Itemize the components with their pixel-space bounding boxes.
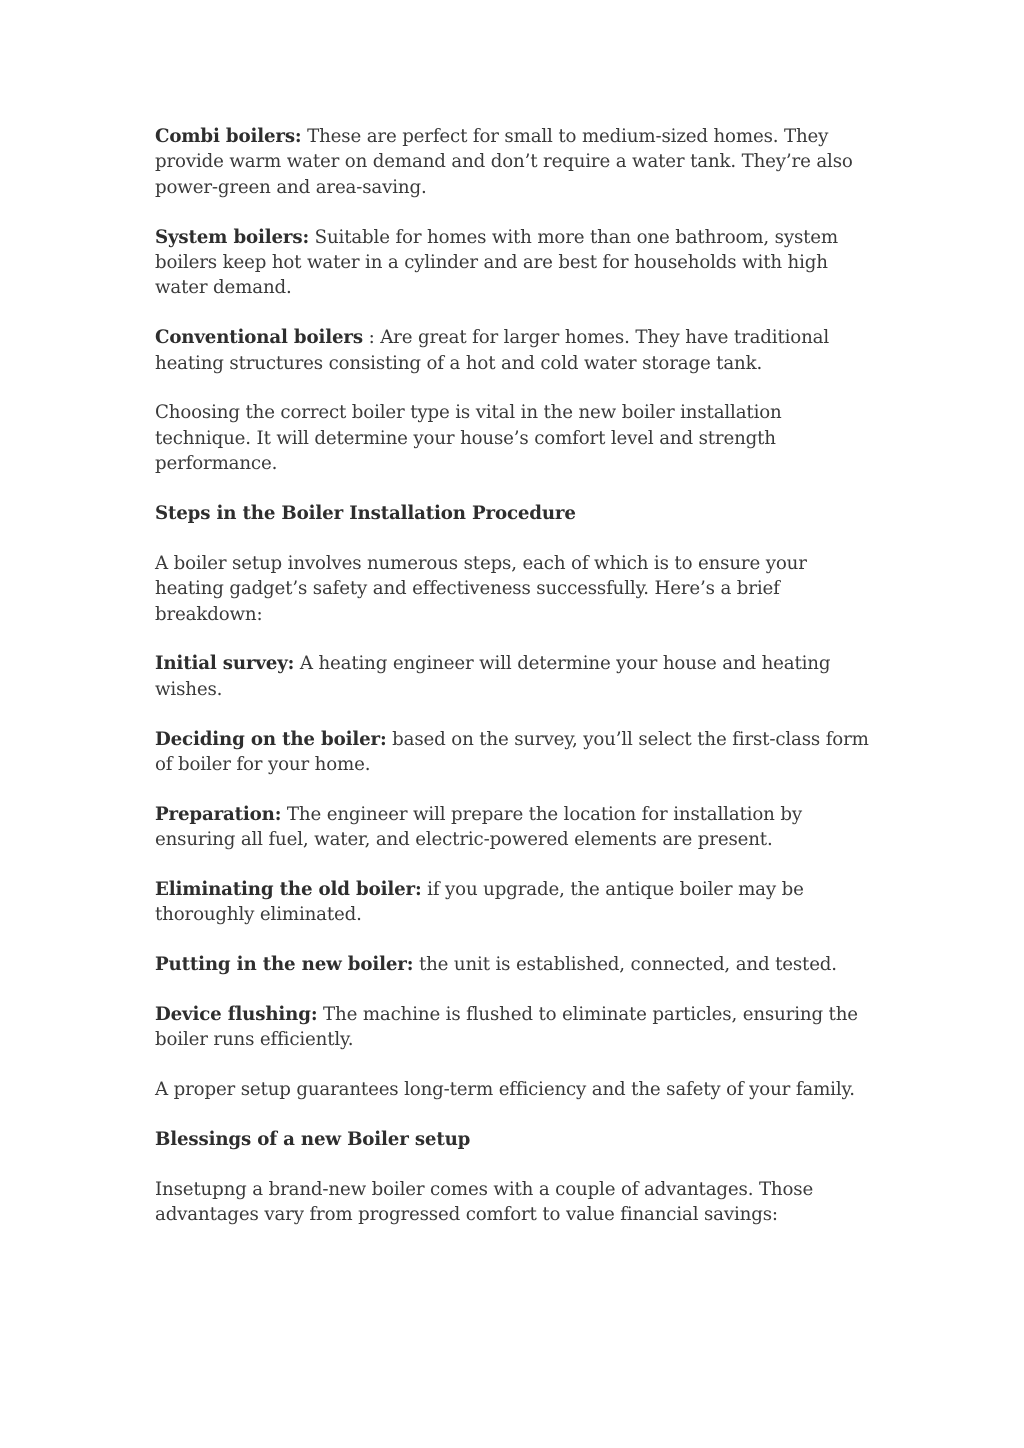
paragraph-text: The machine is flushed to eliminate particles, ensuring the boiler runs efficiently. bbox=[155, 1004, 858, 1051]
paragraph-text: the unit is established, connected, and tested. bbox=[418, 954, 837, 976]
section-heading-blessings bbox=[155, 1127, 870, 1152]
paragraph-text: A heating engineer will determine your house and heating wishes. bbox=[155, 653, 831, 700]
paragraph-initial-survey bbox=[155, 651, 870, 702]
term-label: Combi boilers: bbox=[155, 126, 302, 147]
paragraph-advantages-intro bbox=[155, 1177, 870, 1228]
term-label: Putting in the new boiler: bbox=[155, 954, 414, 976]
heading-text: Steps in the Boiler Installation Procedure bbox=[155, 503, 576, 525]
term-label: System boilers: bbox=[155, 226, 310, 248]
document-page bbox=[155, 124, 870, 1252]
paragraph-putting-new-boiler bbox=[155, 952, 870, 977]
paragraph-eliminating-old-boiler bbox=[155, 877, 870, 928]
section-heading-steps bbox=[155, 501, 870, 526]
paragraph-preparation bbox=[155, 802, 870, 853]
paragraph-text: based on the survey, you’ll select the first-class form of boiler for your home. bbox=[155, 728, 869, 776]
paragraph-text: if you upgrade, the antique boiler may be thoroughly eliminated. bbox=[155, 879, 804, 926]
paragraph-setup-intro bbox=[155, 551, 870, 627]
term-label: Initial survey: bbox=[155, 653, 295, 675]
paragraph-combi-boilers bbox=[155, 124, 870, 200]
paragraph-device-flushing bbox=[155, 1002, 870, 1053]
paragraph-proper-setup bbox=[155, 1077, 870, 1102]
term-label: Conventional boilers bbox=[155, 327, 363, 349]
term-label: Eliminating the old boiler: bbox=[155, 879, 422, 901]
term-label: Preparation: bbox=[155, 803, 282, 825]
paragraph-text: These are perfect for small to medium-sized homes. They provide warm water on demand and don’t require a water tank. They’re also power-green and area-saving. bbox=[155, 126, 853, 198]
paragraph-text: Choosing the correct boiler type is vital in the new boiler installation technique. It will determine your house’s comfort level and strength performance. bbox=[155, 402, 782, 475]
paragraph-conventional-boilers bbox=[155, 325, 870, 376]
paragraph-choosing-boiler bbox=[155, 400, 870, 476]
paragraph-text: Insetupng a brand-new boiler comes with a couple of advantages. Those advantages vary from progressed comfort to value financial savings: bbox=[155, 1178, 814, 1226]
paragraph-deciding-boiler bbox=[155, 727, 870, 778]
term-label: Deciding on the boiler: bbox=[155, 728, 387, 750]
heading-text: Blessings of a new Boiler setup bbox=[155, 1129, 471, 1151]
paragraph-text: A proper setup guarantees long-term efficiency and the safety of your family. bbox=[155, 1079, 855, 1101]
paragraph-text: Suitable for homes with more than one bathroom, system boilers keep hot water in a cylinder and are best for households with high water demand. bbox=[155, 226, 839, 299]
paragraph-text: : Are great for larger homes. They have traditional heating structures consisting of a hot and cold water storage tank. bbox=[155, 327, 830, 374]
term-label: Device flushing: bbox=[155, 1004, 318, 1026]
paragraph-text: The engineer will prepare the location for installation by ensuring all fuel, water, and electric-powered elements are present. bbox=[155, 803, 802, 851]
paragraph-text: A boiler setup involves numerous steps, each of which is to ensure your heating gadget’s safety and effectiveness successfully. Here’s a brief breakdown: bbox=[155, 552, 807, 625]
paragraph-system-boilers bbox=[155, 225, 870, 301]
